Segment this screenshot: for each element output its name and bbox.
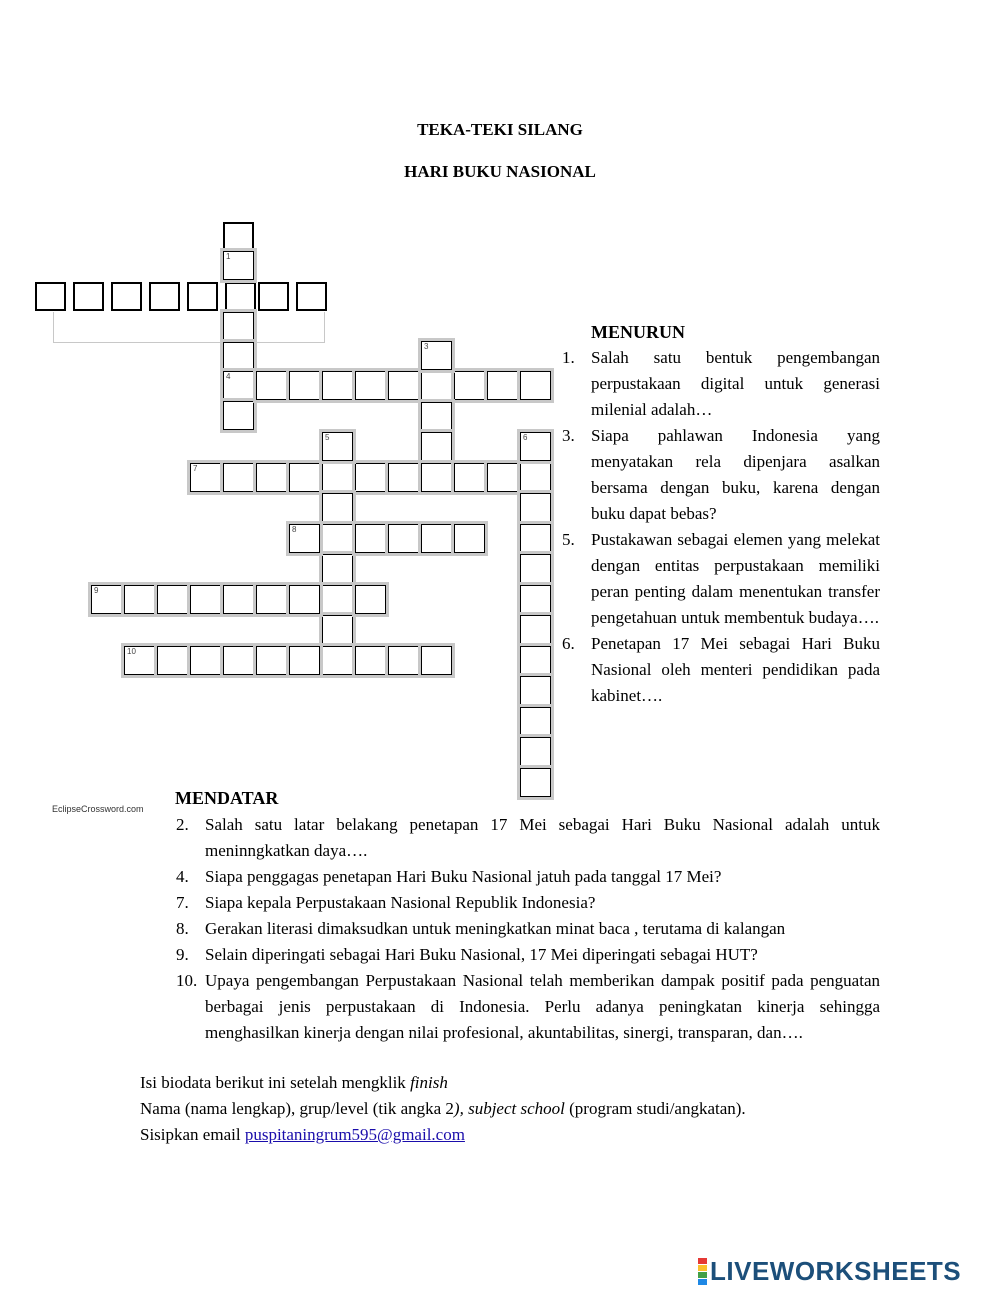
crossword-cell[interactable] — [421, 463, 452, 492]
crossword-cell[interactable] — [256, 585, 287, 614]
crossword-cell[interactable] — [124, 585, 155, 614]
crossword-cell[interactable] — [225, 282, 256, 311]
clue-item — [176, 968, 880, 1046]
crossword-cell[interactable] — [520, 585, 551, 614]
crossword-cell[interactable] — [187, 282, 218, 311]
liveworksheets-logo — [698, 1256, 961, 1287]
brand-name: LIVEWORKSHEETS — [710, 1256, 962, 1286]
crossword-cell[interactable] — [289, 371, 320, 400]
crossword-cell[interactable] — [256, 646, 287, 675]
crossword-cell[interactable] — [487, 371, 518, 400]
crossword-cell[interactable] — [256, 371, 287, 400]
crossword-cell[interactable] — [520, 737, 551, 766]
clue-item-number: 9. — [176, 945, 189, 964]
clue-item — [176, 916, 880, 942]
crossword-cell[interactable] — [322, 463, 353, 492]
crossword-cell[interactable] — [157, 646, 188, 675]
instruction-emphasis: finish — [410, 1073, 448, 1092]
mendatar-heading: MENDATAR — [175, 788, 279, 808]
clue-number: 9 — [94, 586, 99, 595]
clue-item-text: Salah satu bentuk pengembangan perpustakaan digital untuk generasi milenial adalah… — [591, 348, 880, 419]
clue-number: 1 — [226, 252, 231, 261]
crossword-cell[interactable] — [355, 646, 386, 675]
crossword-cell[interactable] — [454, 524, 485, 553]
instruction-text: (program studi/angkatan). — [564, 1099, 746, 1118]
instruction-text: Sisipkan email — [140, 1125, 245, 1144]
logo-block — [698, 1279, 707, 1285]
crossword-cell[interactable] — [157, 585, 188, 614]
crossword-cell[interactable] — [520, 371, 551, 400]
crossword-cell[interactable] — [322, 432, 353, 461]
clue-item-number: 3. — [562, 426, 575, 445]
crossword-cell[interactable] — [91, 585, 122, 614]
crossword-cell[interactable] — [149, 282, 180, 311]
crossword-cell[interactable] — [289, 463, 320, 492]
crossword-cell[interactable] — [487, 463, 518, 492]
clue-item — [562, 527, 880, 631]
clue-item-text: Pustakawan sebagai elemen yang melekat dengan entitas perpustakaan memiliki peran penting dalam menentukan transfer pengetahuan untuk membentuk budaya…. — [591, 530, 880, 627]
crossword-cell[interactable] — [355, 585, 386, 614]
instruction-emphasis: ), subject school — [453, 1099, 565, 1118]
crossword-cell[interactable] — [223, 585, 254, 614]
crossword-cell[interactable] — [355, 524, 386, 553]
clue-item-number: 10. — [176, 971, 198, 990]
clue-item-text: Salah satu latar belakang penetapan 17 Mei sebagai Hari Buku Nasional adalah untuk meninngkatkan daya…. — [205, 815, 880, 860]
crossword-cell[interactable] — [35, 282, 66, 311]
crossword-cell[interactable] — [520, 432, 551, 461]
crossword-cell[interactable] — [296, 282, 327, 311]
crossword-cell[interactable] — [322, 493, 353, 522]
clue-item — [176, 890, 880, 916]
crossword-cell[interactable] — [223, 312, 254, 341]
crossword-cell[interactable] — [289, 524, 320, 553]
worksheet-title: TEKA-TEKI SILANG — [417, 120, 583, 139]
clue-number: 10 — [127, 647, 136, 656]
instruction-line — [140, 1122, 880, 1148]
crossword-cell[interactable] — [421, 341, 452, 370]
credit-text: EclipseCrossword.com — [52, 804, 144, 814]
clue-item — [176, 864, 880, 890]
crossword-cell[interactable] — [322, 585, 353, 614]
menurun-heading: MENURUN — [591, 322, 685, 342]
crossword-cell[interactable] — [388, 371, 419, 400]
crossword-cell[interactable] — [520, 676, 551, 705]
crossword-cell[interactable] — [223, 251, 254, 280]
clue-number: 3 — [424, 342, 429, 351]
crossword-cell[interactable] — [520, 707, 551, 736]
clue-item-text: Upaya pengembangan Perpustakaan Nasional telah memberikan dampak positif pada penguatan berbagai jenis perpustakaan di Indonesia. Perlu adanya peningkatan kinerja sehingga menghasilkan kinerja dengan nilai profesional, akuntabilitas, sinergi, transparan, dan…. — [205, 971, 880, 1042]
clue-item-text: Siapa kepala Perpustakaan Nasional Republik Indonesia? — [205, 893, 596, 912]
clue-item-number: 1. — [562, 348, 575, 367]
menurun-clue-list — [562, 345, 880, 709]
grid-decoration — [53, 312, 325, 343]
crossword-cell[interactable] — [223, 222, 254, 251]
clue-number: 7 — [193, 464, 198, 473]
crossword-cell[interactable] — [520, 463, 551, 492]
clue-item-number: 4. — [176, 867, 189, 886]
crossword-cell[interactable] — [124, 646, 155, 675]
logo-blocks-icon — [698, 1258, 707, 1285]
crossword-cell[interactable] — [223, 371, 254, 400]
crossword-cell[interactable] — [520, 646, 551, 675]
instruction-line — [140, 1070, 880, 1096]
crossword-cell[interactable] — [388, 463, 419, 492]
clue-number: 8 — [292, 525, 297, 534]
instruction-line — [140, 1096, 880, 1122]
crossword-cell[interactable] — [454, 463, 485, 492]
crossword-cell[interactable] — [190, 585, 221, 614]
clue-item-number: 8. — [176, 919, 189, 938]
crossword-cell[interactable] — [388, 646, 419, 675]
crossword-cell[interactable] — [421, 524, 452, 553]
crossword-cell[interactable] — [223, 463, 254, 492]
crossword-cell[interactable] — [388, 524, 419, 553]
instructions — [140, 1070, 880, 1148]
logo-block — [698, 1265, 707, 1271]
clue-item — [562, 423, 880, 527]
crossword-cell[interactable] — [289, 646, 320, 675]
crossword-cell[interactable] — [73, 282, 104, 311]
clue-number: 5 — [325, 433, 330, 442]
mendatar-clue-list — [176, 812, 880, 1046]
clue-item-number: 5. — [562, 530, 575, 549]
clue-item-text: Siapa pahlawan Indonesia yang menyatakan rela dipenjara asalkan bersama dengan buku, karena dengan buku dapat bebas? — [591, 426, 880, 523]
crossword-cell[interactable] — [322, 646, 353, 675]
clue-item-text: Selain diperingati sebagai Hari Buku Nasional, 17 Mei diperingati sebagai HUT? — [205, 945, 758, 964]
crossword-cell[interactable] — [256, 463, 287, 492]
logo-block — [698, 1258, 707, 1264]
worksheet-subtitle: HARI BUKU NASIONAL — [404, 162, 596, 181]
crossword-cell[interactable] — [322, 615, 353, 644]
clue-item-text: Siapa penggagas penetapan Hari Buku Nasional jatuh pada tanggal 17 Mei? — [205, 867, 722, 886]
crossword-cell[interactable] — [421, 371, 452, 400]
crossword-cell[interactable] — [355, 371, 386, 400]
crossword-cell[interactable] — [190, 646, 221, 675]
crossword-cell[interactable] — [520, 554, 551, 583]
clue-number: 6 — [523, 433, 528, 442]
crossword-cell[interactable] — [454, 371, 485, 400]
crossword-cell[interactable] — [322, 371, 353, 400]
crossword-cell[interactable] — [258, 282, 289, 311]
clue-item-number: 2. — [176, 815, 189, 834]
instruction-text: Isi biodata berikut ini setelah mengklik — [140, 1073, 411, 1092]
clue-item — [562, 631, 880, 709]
crossword-cell[interactable] — [190, 463, 221, 492]
clue-number: 4 — [226, 372, 231, 381]
crossword-cell[interactable] — [520, 524, 551, 553]
crossword-cell[interactable] — [520, 615, 551, 644]
instruction-text: Nama (nama lengkap), grup/level (tik angka 2 — [140, 1099, 454, 1118]
crossword-cell[interactable] — [520, 768, 551, 797]
clue-item — [562, 345, 880, 423]
clue-item-number: 6. — [562, 634, 575, 653]
crossword-cell[interactable] — [421, 646, 452, 675]
email-link[interactable]: puspitaningrum595@gmail.com — [244, 1125, 465, 1144]
crossword-cell[interactable] — [223, 401, 254, 430]
logo-block — [698, 1272, 707, 1278]
crossword-cell[interactable] — [223, 646, 254, 675]
crossword-cell[interactable] — [355, 463, 386, 492]
clue-item — [176, 812, 880, 864]
crossword-cell[interactable] — [520, 493, 551, 522]
crossword-cell[interactable] — [322, 554, 353, 583]
clue-item-number: 7. — [176, 893, 189, 912]
crossword-cell[interactable] — [421, 402, 452, 431]
clue-item — [176, 942, 880, 968]
clue-item-text: Penetapan 17 Mei sebagai Hari Buku Nasional oleh menteri pendidikan pada kabinet…. — [591, 634, 880, 705]
crossword-cell[interactable] — [421, 432, 452, 461]
crossword-cell[interactable] — [223, 342, 254, 371]
clue-item-text: Gerakan literasi dimaksudkan untuk meningkatkan minat baca , terutama di kalangan — [205, 919, 786, 938]
crossword-cell[interactable] — [322, 524, 353, 553]
crossword-cell[interactable] — [111, 282, 142, 311]
crossword-cell[interactable] — [289, 585, 320, 614]
